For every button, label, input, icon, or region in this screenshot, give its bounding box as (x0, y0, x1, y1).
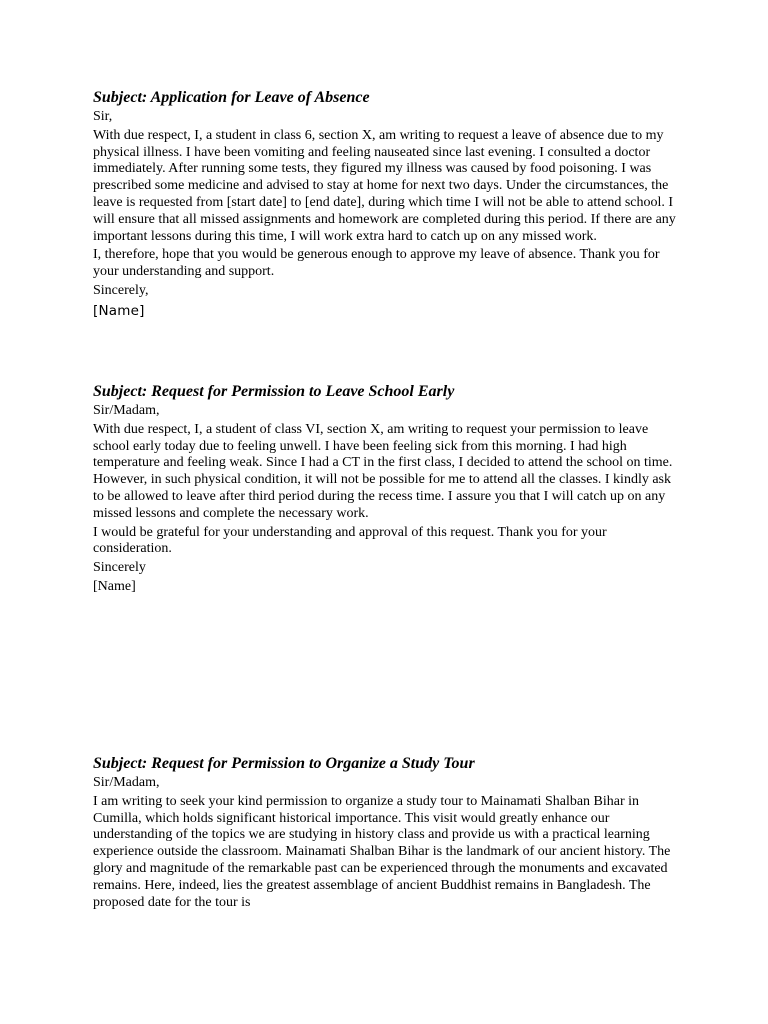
letter-subject: Subject: Request for Permission to Organize a Study Tour (93, 755, 475, 772)
letter-salutation: Sir/Madam, (93, 403, 160, 418)
letter-closing: Sincerely (93, 560, 146, 576)
letter-leave-of-absence (93, 88, 678, 320)
letter-signature-name: [Name] (93, 578, 136, 594)
letter-subject: Subject: Application for Leave of Absence (93, 89, 370, 106)
letter-leave-school-early (93, 382, 678, 598)
letter-paragraph: I, therefore, hope that you would be generous enough to approve my leave of absence. Thank you for your understanding and support. (93, 247, 660, 280)
letter-paragraph: I am writing to seek your kind permission to organize a study tour to Mainamati Shalban Bihar in Cumilla, which holds significant historical importance. This visit would greatly enhance our understanding of the topics we are studying in history class and provide us with a practical learning experience outside the classroom. Mainamati Shalban Bihar is the landmark of our ancient history. The glory and magnitude of the remarkable past can be experienced through the monuments and excavated remains. Here, indeed, lies the greatest assemblage of ancient Buddhist remains in Bangladesh. The proposed date for the tour is (93, 793, 671, 910)
letter-salutation: Sir/Madam, (93, 775, 160, 790)
letter-closing: Sincerely, (93, 282, 149, 298)
letter-salutation: Sir, (93, 109, 113, 124)
letter-subject: Subject: Request for Permission to Leave School Early (93, 383, 455, 400)
letter-paragraph: I would be grateful for your understanding and approval of this request. Thank you for your consideration. (93, 524, 607, 557)
letter-signature-name: [Name] (93, 302, 145, 319)
letter-study-tour (93, 754, 678, 913)
letter-paragraph: With due respect, I, a student of class VI, section X, am writing to request your permission to leave school early today due to feeling unwell. I have been feeling sick from this morning. I had high temperature and feeling weak. Since I had a CT in the first class, I decided to attend the school on time. However, in such physical condition, it will not be possible for me to attend all the classes. I kindly ask to be allowed to leave after third period during the recess time. I assure you that I will catch up on any missed lessons and complete the necessary work. (93, 421, 673, 521)
letter-paragraph: With due respect, I, a student in class 6, section X, am writing to request a leave of absence due to my physical illness. I have been vomiting and feeling nauseated since last evening. I consulted a doctor immediately. After running some tests, they figured my illness was caused by food poisoning. I was prescribed some medicine and advised to stay at home for next two days. Under the circumstances, the leave is requested from [start date] to [end date], during which time I will not be able to attend school. I will ensure that all missed assignments and homework are completed during this period. If there are any important lessons during this time, I will work extra hard to catch up on any missed work. (93, 127, 676, 244)
